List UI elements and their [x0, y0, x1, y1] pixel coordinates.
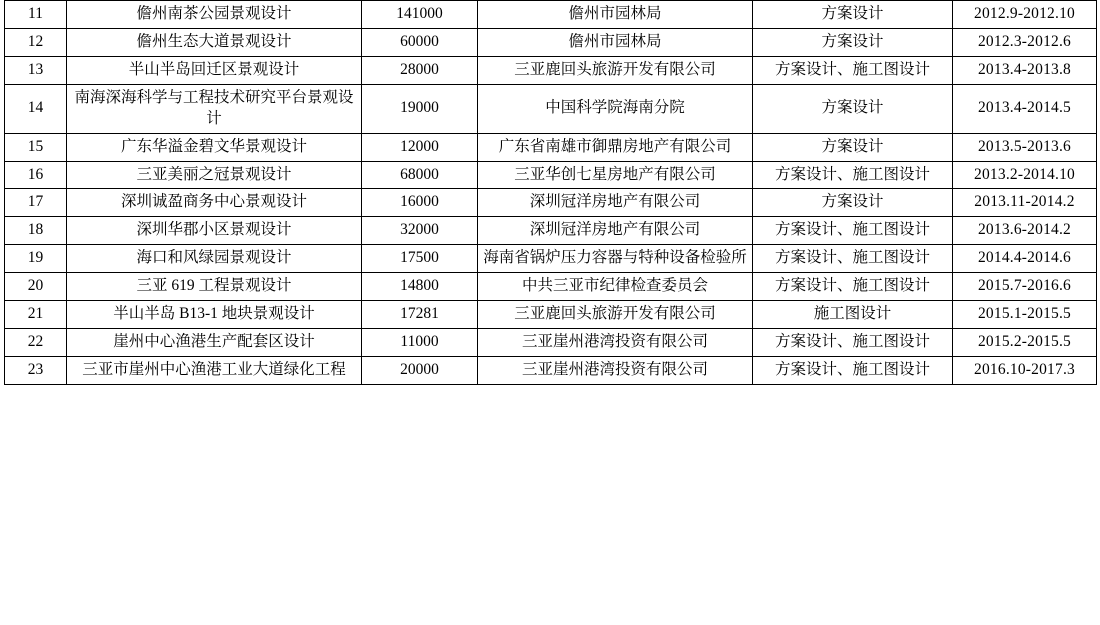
cell-index: 22: [5, 329, 67, 357]
cell-scope: 方案设计: [753, 1, 953, 29]
cell-client: 三亚鹿回头旅游开发有限公司: [478, 301, 753, 329]
cell-area: 12000: [362, 133, 478, 161]
cell-period: 2012.3-2012.6: [953, 28, 1097, 56]
cell-index: 14: [5, 84, 67, 133]
cell-index: 20: [5, 273, 67, 301]
cell-client: 三亚鹿回头旅游开发有限公司: [478, 56, 753, 84]
cell-name: 半山半岛 B13-1 地块景观设计: [67, 301, 362, 329]
table-row: [5, 189, 1097, 217]
cell-scope: 方案设计: [753, 133, 953, 161]
cell-index: 19: [5, 245, 67, 273]
table-row: [5, 1, 1097, 29]
cell-area: 68000: [362, 161, 478, 189]
table-row: [5, 329, 1097, 357]
cell-area: 16000: [362, 189, 478, 217]
cell-scope: 方案设计、施工图设计: [753, 245, 953, 273]
table-row: [5, 84, 1097, 133]
cell-period: 2013.6-2014.2: [953, 217, 1097, 245]
cell-area: 141000: [362, 1, 478, 29]
cell-period: 2013.11-2014.2: [953, 189, 1097, 217]
table-row: [5, 356, 1097, 384]
cell-period: 2013.5-2013.6: [953, 133, 1097, 161]
cell-name: 南海深海科学与工程技术研究平台景观设计: [67, 84, 362, 133]
cell-client: 儋州市园林局: [478, 28, 753, 56]
table-row: [5, 133, 1097, 161]
table-row: [5, 245, 1097, 273]
cell-area: 28000: [362, 56, 478, 84]
project-table: [4, 0, 1097, 385]
cell-area: 14800: [362, 273, 478, 301]
cell-scope: 方案设计、施工图设计: [753, 217, 953, 245]
cell-period: 2015.7-2016.6: [953, 273, 1097, 301]
cell-area: 60000: [362, 28, 478, 56]
cell-name: 海口和风绿园景观设计: [67, 245, 362, 273]
cell-scope: 方案设计、施工图设计: [753, 56, 953, 84]
cell-period: 2013.2-2014.10: [953, 161, 1097, 189]
cell-index: 12: [5, 28, 67, 56]
cell-index: 18: [5, 217, 67, 245]
cell-client: 中国科学院海南分院: [478, 84, 753, 133]
table-row: [5, 273, 1097, 301]
table-row: [5, 217, 1097, 245]
cell-scope: 方案设计: [753, 84, 953, 133]
cell-index: 21: [5, 301, 67, 329]
cell-index: 11: [5, 1, 67, 29]
cell-period: 2013.4-2013.8: [953, 56, 1097, 84]
cell-client: 广东省南雄市御鼎房地产有限公司: [478, 133, 753, 161]
cell-area: 11000: [362, 329, 478, 357]
cell-period: 2013.4-2014.5: [953, 84, 1097, 133]
cell-index: 13: [5, 56, 67, 84]
cell-area: 17500: [362, 245, 478, 273]
cell-index: 15: [5, 133, 67, 161]
cell-scope: 施工图设计: [753, 301, 953, 329]
cell-period: 2015.2-2015.5: [953, 329, 1097, 357]
cell-area: 19000: [362, 84, 478, 133]
cell-name: 三亚 619 工程景观设计: [67, 273, 362, 301]
cell-name: 崖州中心渔港生产配套区设计: [67, 329, 362, 357]
cell-client: 深圳冠洋房地产有限公司: [478, 189, 753, 217]
cell-scope: 方案设计、施工图设计: [753, 329, 953, 357]
cell-name: 儋州生态大道景观设计: [67, 28, 362, 56]
cell-client: 三亚华创七星房地产有限公司: [478, 161, 753, 189]
cell-period: 2016.10-2017.3: [953, 356, 1097, 384]
cell-scope: 方案设计、施工图设计: [753, 273, 953, 301]
cell-scope: 方案设计、施工图设计: [753, 356, 953, 384]
cell-name: 广东华溢金碧文华景观设计: [67, 133, 362, 161]
cell-index: 17: [5, 189, 67, 217]
cell-period: 2014.4-2014.6: [953, 245, 1097, 273]
cell-client: 中共三亚市纪律检查委员会: [478, 273, 753, 301]
cell-scope: 方案设计: [753, 189, 953, 217]
cell-name: 儋州南茶公园景观设计: [67, 1, 362, 29]
table-row: [5, 56, 1097, 84]
table-row: [5, 28, 1097, 56]
cell-client: 三亚崖州港湾投资有限公司: [478, 356, 753, 384]
cell-client: 海南省锅炉压力容器与特种设备检验所: [478, 245, 753, 273]
cell-name: 半山半岛回迁区景观设计: [67, 56, 362, 84]
cell-period: 2012.9-2012.10: [953, 1, 1097, 29]
table-body: [5, 1, 1097, 385]
cell-index: 16: [5, 161, 67, 189]
cell-area: 17281: [362, 301, 478, 329]
cell-index: 23: [5, 356, 67, 384]
cell-client: 三亚崖州港湾投资有限公司: [478, 329, 753, 357]
cell-period: 2015.1-2015.5: [953, 301, 1097, 329]
cell-client: 深圳冠洋房地产有限公司: [478, 217, 753, 245]
cell-area: 32000: [362, 217, 478, 245]
cell-name: 深圳华郡小区景观设计: [67, 217, 362, 245]
table-row: [5, 161, 1097, 189]
cell-scope: 方案设计: [753, 28, 953, 56]
table-row: [5, 301, 1097, 329]
cell-area: 20000: [362, 356, 478, 384]
cell-name: 三亚美丽之冠景观设计: [67, 161, 362, 189]
cell-client: 儋州市园林局: [478, 1, 753, 29]
cell-name: 深圳诚盈商务中心景观设计: [67, 189, 362, 217]
cell-scope: 方案设计、施工图设计: [753, 161, 953, 189]
cell-name: 三亚市崖州中心渔港工业大道绿化工程: [67, 356, 362, 384]
